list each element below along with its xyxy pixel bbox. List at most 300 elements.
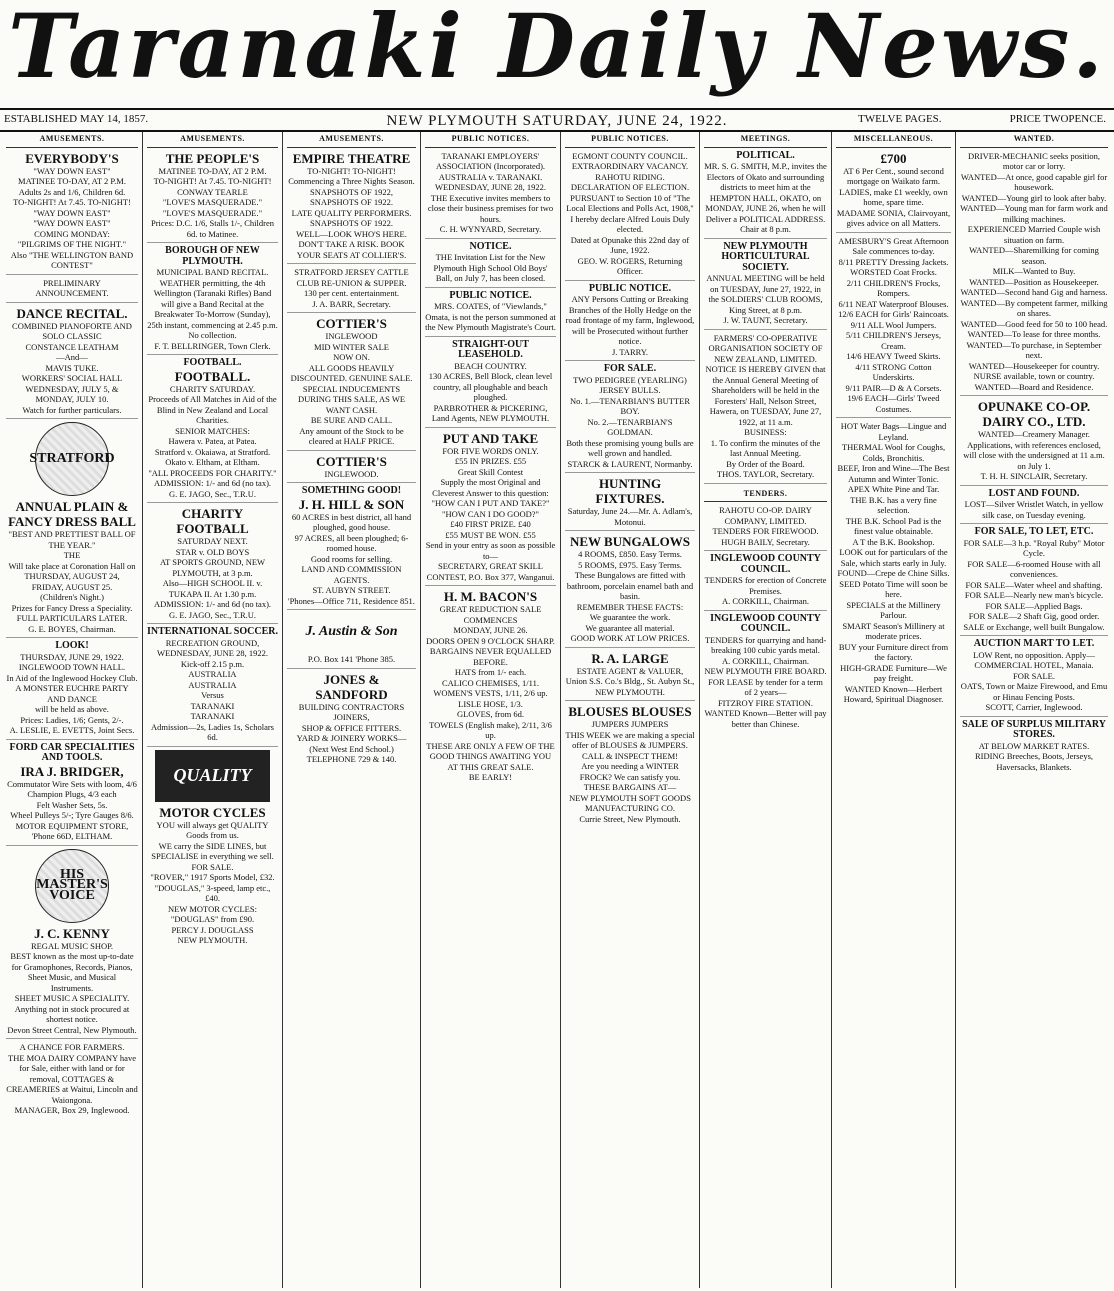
- ad-title: J. H. HILL & SON: [298, 496, 405, 512]
- ad-line: A CHANCE FOR FARMERS.: [19, 1042, 125, 1052]
- ad-line: TARANAKI: [190, 711, 235, 721]
- ad-line: Supply the most Original and Cleverest Answer to this question:: [432, 477, 549, 498]
- ad-line: 4 ROOMS, £850. Easy Terms.: [578, 549, 682, 559]
- column-4: [421, 132, 561, 1288]
- column-7: [832, 132, 956, 1288]
- ad-line: Kick-off 2.15 p.m.: [180, 658, 245, 669]
- ad-line: SNAPSHOTS OF 1922.: [310, 197, 393, 207]
- ad-line: LADIES, make £1 weekly, own home, spare time.: [839, 186, 948, 207]
- ad-line: Saturday, June 24.—Mr. A. Adlam's, Motonui.: [567, 506, 693, 527]
- advertisement: [425, 242, 556, 288]
- ad-line: ST. AUBYN STREET.: [312, 585, 391, 595]
- ad-line: TWO PEDIGREE (YEARLING) JERSEY BULLS.: [573, 374, 687, 395]
- ad-line: NEW PLYMOUTH.: [177, 935, 248, 945]
- advertisement: [960, 639, 1108, 717]
- ad-line: HATS from 1/- each.: [454, 667, 527, 677]
- ad-heading: PUBLIC NOTICE.: [449, 289, 532, 301]
- ad-line: GEO. W. ROGERS, Returning Officer.: [577, 255, 683, 276]
- ad-line: Okato v. Eltham, at Eltham.: [165, 457, 260, 467]
- ad-line: FOR SALE.: [191, 861, 234, 872]
- advertisement: [565, 476, 695, 531]
- ad-line: A T the B.K. Bookshop.: [852, 536, 935, 547]
- ad-line: (Children's Night.): [40, 592, 104, 602]
- column-6: [700, 132, 832, 1288]
- price: PRICE TWOPENCE.: [1009, 113, 1106, 125]
- ad-line: BE EARLY!: [468, 772, 513, 782]
- ad-line: THERMAL Wool for Coughs, Colds, Bronchitis.: [841, 442, 946, 463]
- advertisement: [6, 641, 138, 740]
- advertisement: [960, 720, 1108, 776]
- ad-line: TOWELS (English make), 2/11, 3/6 up.: [429, 719, 552, 740]
- ad-line: Are you needing a WINTER FROCK? We can satisfy you.: [579, 761, 681, 782]
- issue-date: NEW PLYMOUTH SATURDAY, JUNE 24, 1922.: [386, 113, 728, 129]
- ad-line: THE Invitation List for the New Plymouth High School Old Boys' Ball, on July 7, has been closed.: [433, 252, 548, 283]
- ad-line: DOORS OPEN 9 O'CLOCK SHARP.: [426, 635, 555, 646]
- advertisement: [704, 554, 827, 611]
- ad-line: Also—HIGH SCHOOL II. v. TUKAPA II. At 1.30 p.m.: [162, 578, 263, 599]
- ad-line: THE Executive invites members to close their business premises for two hours.: [427, 192, 554, 224]
- ad-line: WANTED—Good feed for 50 to 100 head.: [960, 318, 1108, 329]
- ad-line: "WAY DOWN EAST": [33, 207, 111, 218]
- advertisement: [836, 236, 951, 419]
- ad-line: Dated at Opunake this 22nd day of June, 1922.: [570, 234, 690, 255]
- ad-line: BUSINESS:: [744, 427, 787, 437]
- ad-line: FOR SALE—Applied Bags.: [985, 600, 1083, 611]
- ad-line: WOMEN'S VESTS, 1/11, 2/6 up.: [433, 688, 548, 698]
- ad-line: FOR SALE.: [1012, 670, 1056, 681]
- ad-line: RECREATION GROUND,: [165, 637, 260, 648]
- ad-line: INGLEWOOD.: [324, 468, 379, 479]
- column-heading: AMUSEMENTS.: [147, 132, 278, 148]
- ad-line: Adults 2s and 1/6, Children 6d.: [18, 186, 126, 197]
- advertisement: [704, 487, 827, 552]
- ad-title: J. C. KENNY: [34, 925, 110, 941]
- ad-line: WANTED—Housekeeper for country.: [968, 360, 1100, 371]
- advertisement: [6, 1042, 138, 1119]
- advertisement: [565, 284, 695, 362]
- ad-line: FRIDAY, AUGUST 25.: [31, 581, 113, 592]
- ad-line: Devon Street Central, New Plymouth.: [7, 1024, 137, 1035]
- ad-line: HIGH-GRADE Furniture—We pay freight.: [840, 662, 947, 683]
- ad-line: AT BELOW MARKET RATES.: [978, 740, 1090, 751]
- ad-line: "HOW CAN I DO GOOD?": [442, 508, 539, 519]
- ad-line: THIS WEEK we are making a special offer of BLOUSES & JUMPERS.: [565, 729, 695, 750]
- advertisement: [704, 151, 827, 239]
- ad-heading: FORD CAR SPECIALITIES AND TOOLS.: [9, 741, 135, 763]
- ad-line: Applications, with references enclosed, will close with the undersigned at 11 a.m. on July 1.: [963, 439, 1105, 471]
- ad-line: APEX White Pine and Tar.: [847, 484, 940, 494]
- ad-line: DON'T TAKE A RISK. BOOK YOUR SEATS AT COLLIER'S.: [296, 239, 407, 260]
- advertisement: [287, 486, 416, 610]
- ad-line: YARD & JOINERY WORKS—: [296, 733, 407, 743]
- ad-title: FOOTBALL.: [174, 368, 251, 384]
- ad-line: SECRETARY, GREAT SKILL CONTEST, P.O. Box 377, Wanganui.: [426, 561, 555, 582]
- ad-line: LATE QUALITY PERFORMERS.: [291, 207, 412, 218]
- ad-line: A. LESLIE, E. EVETTS, Joint Secs.: [9, 725, 135, 735]
- advertisement: [960, 151, 1108, 397]
- ad-title: OPUNAKE CO-OP. DAIRY CO., LTD.: [977, 399, 1091, 429]
- advertisement: [425, 431, 556, 587]
- ad-line: THE B.K. has a very fine selection.: [850, 494, 937, 515]
- advertisement: [147, 151, 278, 244]
- advertisement: [6, 278, 138, 303]
- ad-line: "PILGRIMS OF THE NIGHT.": [17, 239, 127, 249]
- advertisement: [836, 151, 951, 233]
- ad-line: Prizes for Fancy Dress a Speciality.: [11, 602, 133, 613]
- ad-line: WANTED Known—Better will pay better than Chinese.: [704, 708, 827, 729]
- ad-line: Stratford v. Okaiawa, at Stratford.: [154, 446, 271, 457]
- ad-line: Wheel Pulleys 5/-; Tyre Gauges 8/6.: [10, 810, 134, 820]
- advertisement: [960, 399, 1108, 486]
- advertisement: [704, 333, 827, 484]
- ad-line: CALICO CHEMISES, 1/11.: [442, 677, 539, 688]
- ad-line: £55 MUST BE WON. £55: [445, 529, 536, 540]
- ad-line: Versus: [201, 690, 224, 700]
- ad-line: No. 2.—TENARBIAN'S GOLDMAN.: [587, 416, 673, 437]
- ad-line: BEACH COUNTRY.: [454, 360, 527, 371]
- ad-line: WANTED—At once, good capable girl for housework.: [960, 171, 1108, 192]
- ad-line: WANTED—Second hand Gig and harness.: [960, 287, 1108, 297]
- ad-line: LOW Rent, no opposition. Apply—: [973, 649, 1095, 660]
- ad-line: 9/11 PAIR—D & A Corsets.: [845, 382, 942, 393]
- ad-line: FOR SALE—6-roomed House with all conveniences.: [967, 558, 1101, 579]
- ad-line: ADMISSION: 1/- and 6d (no tax).: [153, 599, 272, 609]
- column-5: [561, 132, 700, 1288]
- advertisement: [287, 454, 416, 484]
- ad-line: J. A. BARR, Secretary.: [312, 298, 391, 309]
- ad-line: ALL GOODS HEAVILY DISCOUNTED. GENUINE SALE.: [290, 362, 413, 383]
- ad-line: SNAPSHOTS OF 1922.: [310, 218, 393, 228]
- newspaper-title: Taranaki Daily News.: [8, 0, 1106, 98]
- ad-heading: SALE OF SURPLUS MILITARY STORES.: [962, 718, 1106, 740]
- ad-line: SATURDAY NEXT.: [177, 536, 248, 546]
- ad-heading: POLITICAL.: [736, 149, 795, 161]
- advertisement: [425, 151, 556, 239]
- ad-line: 130 per cent. entertainment.: [303, 288, 400, 298]
- advertisement: [287, 316, 416, 451]
- ad-line: AT 6 Per Cent., sound second mortgage on Waikato farm.: [843, 165, 944, 186]
- ad-line: WANTED—Young girl to look after baby.: [961, 192, 1107, 203]
- ad-line: AMESBURY'S Great Afternoon Sale commences to-day.: [838, 235, 949, 256]
- ad-line: WEATHER permitting, the 4th Wellington (Taranaki Rifles) Band will give a Band Recital at the Breakwater To-Morrow (Sunday), 25th instant, commencing at 2.45 p.m. No collection.: [147, 277, 278, 340]
- ad-line: GOOD WORK AT LOW PRICES.: [570, 633, 690, 643]
- ad-line: LOOK out for particulars of the Sale, which starts early in July.: [839, 547, 948, 568]
- ad-line: STAR v. OLD BOYS: [175, 546, 250, 557]
- ad-line: CALL & INSPECT THEM!: [582, 750, 678, 761]
- advertisement: [960, 527, 1108, 636]
- advertisement: [6, 151, 138, 275]
- column-heading: MISCELLANEOUS.: [836, 132, 951, 148]
- ad-line: "LOVE'S MASQUERADE.": [162, 207, 263, 218]
- ad-line: AT SPORTS GROUND, NEW PLYMOUTH, at 3 p.m.: [159, 557, 266, 578]
- ad-line: REGAL MUSIC SHOP.: [30, 940, 114, 951]
- ad-line: TENDERS for erection of Concrete Premises.: [704, 575, 827, 596]
- ad-line: 60 ACRES in best district, all hand ploughed, good house.: [291, 511, 412, 532]
- ad-line: TO-NIGHT! At 7.45. TO-NIGHT!: [153, 176, 272, 186]
- ad-line: Champion Plugs, 4/3 each: [27, 789, 117, 799]
- ad-line: "ROVER," 1917 Sports Model, £32.: [150, 872, 275, 882]
- ad-line: 5/11 CHILDREN'S Jerseys, Cream.: [846, 330, 941, 351]
- ad-line: WANTED—Creamery Manager.: [978, 429, 1090, 439]
- ad-line: YOU will always get QUALITY Goods from us.: [156, 819, 269, 840]
- ad-line: THURSDAY, AUGUST 24,: [24, 571, 120, 581]
- ad-line: WANTED—To purchase, in September next.: [966, 339, 1102, 360]
- column-8: [956, 132, 1112, 1288]
- ad-line: Prices: Ladies, 1/6; Gents, 2/-.: [20, 714, 124, 725]
- ad-line: Watch for further particulars.: [22, 404, 122, 415]
- ad-line: C. H. WYNYARD, Secretary.: [439, 224, 542, 234]
- ad-line: 14/6 HEAVY Tweed Skirts.: [846, 351, 941, 361]
- ad-line: RAHOTU CO-OP. DAIRY COMPANY, LIMITED.: [719, 505, 812, 526]
- ad-line: FOUND—Crepe de Chine Silks.: [837, 568, 950, 578]
- ad-line: These Bungalows are fitted with bathroom, porcelain enamel bath and basin.: [566, 570, 694, 601]
- ad-line: NOTICE IS HEREBY GIVEN that the Annual General Meeting of Shareholders will be held in the Foresters' Hall, Nelson Street, Hawera, on TUESDAY, June 27, 1922, at 11 a.m.: [705, 364, 826, 427]
- ad-line: "HOW CAN I PUT AND TAKE?": [431, 498, 550, 508]
- ad-line: "LOVE'S MASQUERADE.": [162, 197, 263, 207]
- ad-line: Union S.S. Co.'s Bldg., St. Aubyn St., NEW PLYMOUTH.: [565, 676, 695, 697]
- ad-line: MR. S. G. SMITH, M.P., invites the Electors of Okato and surrounding districts to meet him at the HEMPTON HALL, OKATO, on MONDAY, JUNE 26, when he will Deliver a POLITICAL ADDRESS.: [704, 161, 827, 224]
- ad-line: AUSTRALIA: [188, 679, 237, 690]
- ad-line: 130 ACRES, Bell Block, clean level country, all ploughable and beach ploughed.: [428, 371, 553, 402]
- ad-line: THE: [63, 550, 81, 560]
- ad-line: 2/11 CHILDREN'S Frocks, Rompers.: [846, 277, 941, 298]
- advert-illustration: HIS MASTER'S VOICE: [35, 849, 109, 923]
- ad-line: ANNUAL MEETING will be held on TUESDAY, June 27, 1922, in the SOLDIERS' CLUB ROOMS, King Street, at 8 p.m.: [706, 273, 825, 315]
- ad-line: J. TARRY.: [611, 346, 649, 357]
- ad-line: MILK—Wanted to Buy.: [992, 266, 1076, 276]
- ad-line: G. E. BOYES, Chairman.: [28, 623, 116, 634]
- ad-title: MOTOR CYCLES: [159, 804, 266, 820]
- column-heading: MEETINGS.: [704, 132, 827, 148]
- advertisement: [565, 151, 695, 281]
- ad-title: CHARITY FOOTBALL: [176, 506, 249, 536]
- ad-line: "BEST AND PRETTIEST BALL OF THE YEAR.": [8, 529, 136, 550]
- ad-line: —And—: [56, 352, 88, 362]
- ad-line: THE B.K. School Pad is the finest value obtainable.: [845, 515, 942, 536]
- ad-line: MUNICIPAL BAND RECITAL.: [156, 267, 269, 277]
- advertisement: [565, 704, 695, 827]
- advertisement: [704, 614, 827, 733]
- advertisement: [565, 651, 695, 702]
- ad-line: Send in your entry as soon as possible to—: [425, 540, 556, 561]
- dateline: [0, 108, 1114, 132]
- ad-line: WANTED—Young man for farm work and milking machines.: [960, 203, 1108, 224]
- ad-line: PERCY J. DOUGLASS: [171, 924, 254, 935]
- ad-title: THE PEOPLE'S: [165, 150, 260, 166]
- ad-line: BE SURE AND CALL.: [310, 415, 393, 425]
- ad-line: OATS, Town or Maize Firewood, and Emu or Hinau Fencing Posts.: [960, 681, 1108, 702]
- ad-line: ESTATE AGENT & VALUER,: [576, 665, 684, 676]
- ad-line: BEEF, Iron and Wine—The Best Autumn and Winter Tonic.: [837, 463, 950, 484]
- ad-line: A. CORKILL, Chairman.: [721, 655, 810, 666]
- ad-line: FITZROY FIRE STATION.: [717, 697, 814, 708]
- ad-line: Both these promising young bulls are well grown and handled.: [566, 437, 694, 458]
- ad-line: By Order of the Board.: [726, 458, 805, 469]
- advert-illustration: J. Austin & Son: [305, 623, 398, 639]
- ad-line: G. E. JAGO, Sec., T.R.U.: [168, 609, 257, 620]
- ad-line: ANY Persons Cutting or Breaking Branches of the Holly Hedge on the road frontage of my farm, Inglewood, will be Prosecuted without further notice.: [565, 294, 695, 346]
- ad-line: JUMPERS JUMPERS: [591, 719, 669, 729]
- ad-line: "WAY DOWN EAST": [33, 218, 111, 228]
- established-date: ESTABLISHED MAY 14, 1857.: [4, 113, 149, 125]
- ad-line: PURSUANT to Section 10 of "The Local Elections and Polls Act, 1908," I hereby declare Alfred Louis Duly elected.: [566, 192, 694, 234]
- ad-line: FULL PARTICULARS LATER.: [16, 613, 128, 623]
- ad-line: "ALL PROCEEDS FOR CHARITY.": [148, 467, 277, 478]
- ad-title: NEW BUNGALOWS: [569, 534, 691, 549]
- ad-line: SCOTT, Carrier, Inglewood.: [985, 702, 1083, 712]
- ad-heading: INTERNATIONAL SOCCER.: [147, 626, 278, 637]
- ad-line: FOR SALE—Water wheel and shafting.: [965, 579, 1103, 590]
- ad-line: 19/6 EACH—Girls' Tweed Costumes.: [847, 393, 940, 414]
- ad-line: WEDNESDAY, JUNE 28, 1922.: [157, 648, 268, 658]
- ad-heading: BOROUGH OF NEW PLYMOUTH.: [165, 245, 260, 267]
- column-heading: PUBLIC NOTICES.: [425, 132, 556, 148]
- ad-title: HUNTING FIXTURES.: [595, 476, 665, 506]
- page-count: TWELVE PAGES.: [858, 113, 942, 125]
- advertisement: [147, 246, 278, 355]
- ad-line: HUGH BAILY, Secretary.: [721, 536, 810, 547]
- column-1: [2, 132, 143, 1288]
- ad-title: JONES & SANDFORD: [315, 671, 388, 702]
- ad-line: NEW PLYMOUTH FIRE BOARD.: [704, 666, 827, 676]
- ad-line: Admission—2s, Ladies 1s, Scholars 6d.: [150, 721, 274, 742]
- column-heading: PUBLIC NOTICES.: [565, 132, 695, 148]
- advertisement: [425, 340, 556, 428]
- advertisement: [6, 422, 138, 638]
- ad-line: Felt Washer Sets, 5s.: [36, 799, 108, 810]
- ad-heading: AUCTION MART TO LET.: [973, 638, 1095, 649]
- ad-line: LISLE HOSE, 1/3.: [458, 698, 523, 709]
- ad-line: REMEMBER THESE FACTS:: [576, 601, 684, 612]
- ad-line: Chair at 8 p.m.: [740, 224, 791, 234]
- ad-line: TO-NIGHT! TO-NIGHT!: [307, 165, 396, 176]
- ad-title: EVERYBODY'S: [25, 150, 119, 166]
- ad-line: TELEPHONE 729 & 140.: [306, 754, 397, 764]
- ad-line: Good rooms for selling.: [310, 553, 393, 564]
- ad-heading: INGLEWOOD COUNTY COUNCIL.: [710, 612, 821, 634]
- ad-title: £700: [880, 150, 907, 166]
- ad-line: MATINEE TO-DAY, AT 2 P.M.: [158, 165, 267, 176]
- ad-line: 6/11 NEAT Waterproof Blouses.: [838, 298, 949, 309]
- ad-line: 9/11 ALL Wool Jumpers.: [850, 319, 937, 330]
- advertisement: [425, 589, 556, 786]
- ad-line: £40 FIRST PRIZE. £40: [450, 519, 531, 529]
- ad-heading: LOST AND FOUND.: [988, 487, 1080, 499]
- ad-line: EXTRAORDINARY VACANCY. RAHOTU RIDING.: [571, 161, 689, 182]
- column-heading: WANTED.: [960, 132, 1108, 148]
- ad-line: THE MOA DAIRY COMPANY have for Sale, either with land or for removal, COTTAGES & CREAMERIES at Waitui, Lincoln and Waiongona.: [6, 1052, 138, 1105]
- ad-line: WORKERS' SOCIAL HALL: [21, 373, 123, 383]
- ad-title: COTTIER'S: [316, 453, 387, 469]
- ad-line: INGLEWOOD: [325, 331, 378, 341]
- ad-line: SHOP & OFFICE FITTERS.: [301, 722, 402, 733]
- columns-container: [2, 132, 1112, 1290]
- ad-line: COMING MONDAY:: [34, 228, 110, 239]
- ad-line: WEDNESDAY, JUNE 28, 1922.: [435, 182, 546, 192]
- ad-line: Anything not in stock procured at shortest notice.: [14, 1003, 130, 1024]
- advertisement: [6, 306, 138, 420]
- ad-heading: FOR SALE, TO LET, ETC.: [974, 526, 1094, 537]
- column-2: [143, 132, 283, 1288]
- ad-heading: INGLEWOOD COUNTY COUNCIL.: [710, 553, 821, 575]
- ad-line: SPECIAL INDUCEMENTS DURING THIS SALE, AS WE WANT CASH.: [297, 383, 406, 415]
- ad-line: WEDNESDAY, JULY 5, & MONDAY, JULY 10.: [25, 383, 119, 404]
- ad-heading: NEW PLYMOUTH HORTICULTURAL SOCIETY.: [721, 240, 810, 273]
- ad-line: P.O. Box 141 'Phone 385.: [307, 654, 396, 664]
- ad-heading: FOR SALE.: [603, 363, 657, 374]
- ad-line: WANTED—Board and Residence.: [974, 381, 1094, 392]
- ad-line: CHARITY SATURDAY.: [169, 383, 256, 394]
- advertisement: [565, 534, 695, 648]
- ad-line: MOTOR EQUIPMENT STORE,: [15, 820, 129, 831]
- ad-line: will be held as above.: [35, 704, 109, 714]
- ad-line: STRATFORD JERSEY CATTLE CLUB RE-UNION & SUPPER.: [294, 267, 409, 288]
- ad-line: Great Skill Contest: [457, 466, 524, 477]
- ad-line: CONWAY TEARLE: [177, 186, 248, 197]
- ad-heading: PUBLIC NOTICE.: [588, 282, 672, 294]
- ad-line: 12/6 EACH for Girls' Raincoats.: [838, 309, 949, 319]
- advertisement: [147, 358, 278, 503]
- ad-line: TENDERS for quarrying and hand-breaking 100 cubic yards metal.: [704, 634, 827, 655]
- ad-heading: NOTICE.: [469, 240, 512, 252]
- advertisement: [565, 364, 695, 473]
- ad-line: J. W. TAUNT, Secretary.: [723, 315, 808, 325]
- ad-line: STARCK & LAURENT, Normanby.: [567, 458, 693, 469]
- ad-line: WANTED—Position as Housekeeper.: [969, 276, 1099, 287]
- ad-heading: SOMETHING GOOD!: [301, 485, 402, 496]
- ad-line: LOST—Silver Wristlet Watch, in yellow silk case, on Tuesday evening.: [964, 499, 1104, 520]
- ad-line: BEST known as the most up-to-date for Gramophones, Records, Pianos, Sheet Music, and Musical Instruments.: [10, 951, 134, 993]
- ad-line: SENIOR MATCHES:: [175, 425, 250, 436]
- column-3: [283, 132, 421, 1288]
- advert-illustration: QUALITY: [155, 750, 270, 802]
- ad-line: MADAME SONIA, Clairvoyant, gives advice on all Matters.: [836, 207, 951, 228]
- ad-line: EGMONT COUNTY COUNCIL.: [572, 150, 688, 161]
- ad-line: TENDERS FOR FIREWOOD.: [712, 526, 819, 536]
- ad-line: Proceeds of All Matches in Aid of the Blind in New Zealand and Local Charities.: [148, 394, 277, 425]
- ad-line: MRS. COATES, of "Viewlands," Omata, is not the person summoned at the New Plymouth Magistrate's Court.: [425, 301, 556, 332]
- ad-line: GLOVES, from 6d.: [456, 709, 525, 719]
- ad-line: FOR LEASE by tender for a term of 2 years—: [708, 676, 823, 697]
- ad-line: COMMERCIAL HOTEL, Manaia.: [974, 660, 1094, 670]
- ad-line: MATINEE TO-DAY, AT 2 P.M.: [18, 176, 126, 186]
- ad-line: FARMERS' CO-OPERATIVE ORGANISATION SOCIETY OF NEW ZEALAND, LIMITED.: [708, 332, 823, 364]
- ad-line: Commencing a Three Nights Season.: [288, 176, 415, 186]
- advert-illustration: STRATFORD: [35, 422, 109, 496]
- ad-line: PARBROTHER & PICKERING, Land Agents, NEW PLYMOUTH.: [431, 402, 550, 423]
- ad-line: WORSTED Coat Frocks.: [850, 267, 937, 277]
- ad-line: GREAT REDUCTION SALE COMMENCES: [439, 604, 542, 625]
- ad-line: MID WINTER SALE: [314, 341, 389, 352]
- ad-line: 'Phone 66D, ELTHAM.: [31, 831, 113, 841]
- ad-line: Any amount of the Stock to be cleared at HALF PRICE.: [299, 425, 404, 446]
- ad-line: RIDING Breeches, Boots, Jerseys, Haversacks, Blankets.: [974, 751, 1094, 772]
- ad-line: F. T. BELLRINGER, Town Clerk.: [154, 340, 271, 351]
- ad-line: Currie Street, New Plymouth.: [579, 813, 681, 824]
- ad-line: FOR SALE—2 Shaft Gig, good order.: [968, 611, 1100, 621]
- ad-line: FOR SALE—3 h.p. "Royal Ruby" Motor Cycle.: [963, 537, 1105, 558]
- advertisement: [287, 267, 416, 313]
- advertisement: [6, 849, 138, 1040]
- ad-line: PRELIMINARY ANNOUNCEMENT.: [35, 277, 109, 298]
- ad-line: TARANAKI: [190, 700, 235, 711]
- ad-line: WELL—LOOK WHO'S HERE.: [296, 228, 407, 239]
- ad-line: Hawera v. Patea, at Patea.: [168, 436, 257, 446]
- ad-heading: FOOTBALL.: [183, 357, 242, 368]
- ad-line: BARGAINS NEVER EQUALLED BEFORE.: [429, 646, 552, 667]
- column-heading: AMUSEMENTS.: [287, 132, 416, 148]
- ad-line: WANTED—To lease for three months.: [967, 329, 1101, 339]
